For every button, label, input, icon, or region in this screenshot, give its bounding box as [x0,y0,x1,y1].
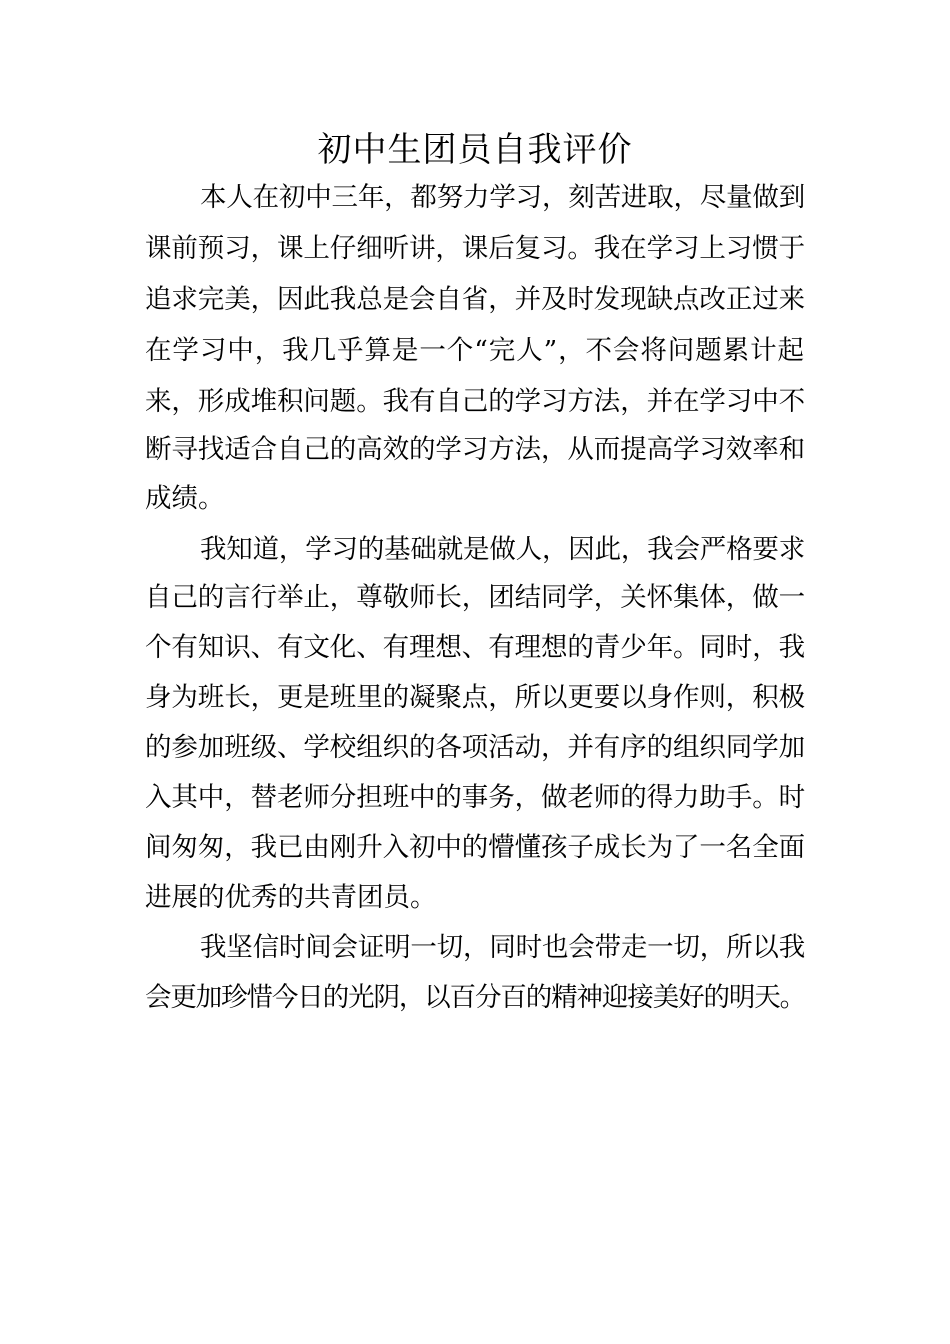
paragraph-line: 入其中，替老师分担班中的事务，做老师的得力助手。时 [145,782,805,813]
paragraph-line: 间匆匆，我已由刚升入初中的懵懂孩子成长为了一名全面 [145,832,805,863]
paragraph-line: 会更加珍惜今日的光阴，以百分百的精神迎接美好的明天。 [145,982,805,1013]
document-title: 初中生团员自我评价 [317,130,633,170]
paragraph-line: 进展的优秀的共青团员。 [145,882,437,913]
paragraph-line: 来，形成堆积问题。我有自己的学习方法，并在学习中不 [145,386,805,417]
paragraph-line: 身为班长，更是班里的凝聚点，所以更要以身作则，积极 [145,682,805,713]
paragraph-line: 成绩。 [145,483,225,514]
paragraph-line: 断寻找适合自己的高效的学习方法，从而提高学习效率和 [145,434,805,465]
paragraph-line: 本人在初中三年，都努力学习，刻苦进取，尽量做到 [200,182,805,213]
paragraph-line: 的参加班级、学校组织的各项活动，并有序的组织同学加 [145,732,805,763]
paragraph-line: 在学习中，我几乎算是一个“完人”，不会将问题累计起 [145,335,805,366]
paragraph-line: 我坚信时间会证明一切，同时也会带走一切，所以我 [200,932,805,963]
paragraph-line: 自己的言行举止，尊敬师长，团结同学，关怀集体，做一 [145,582,805,613]
paragraph-line: 课前预习，课上仔细听讲，课后复习。我在学习上习惯于 [145,233,805,264]
paragraph-line: 追求完美，因此我总是会自省，并及时发现缺点改正过来 [145,284,805,315]
paragraph-line: 我知道，学习的基础就是做人，因此，我会严格要求 [200,534,805,565]
paragraph-line: 个有知识、有文化、有理想、有理想的青少年。同时，我 [145,632,805,663]
